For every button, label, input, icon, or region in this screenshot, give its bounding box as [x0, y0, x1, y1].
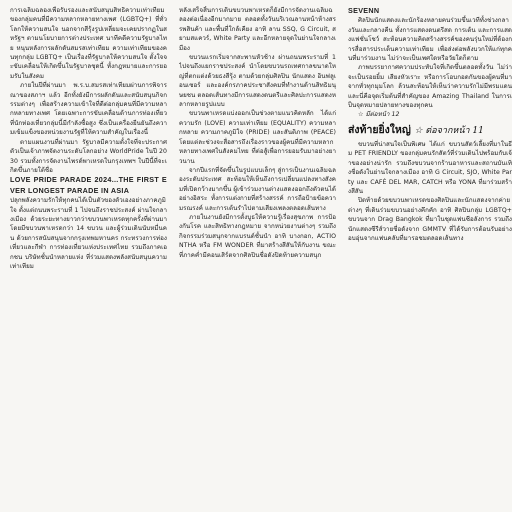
- article-lead-word: [348, 6, 512, 16]
- event-name-callout: [10, 175, 167, 196]
- article-paragraph: ภาพบรรยากาศความประทับใจที่เกิดขึ้นตลอดทั้งวัน ไม่ว่าจะเป็นรอยยิ้ม เสียงหัวเราะ หรือการโอบกอดกันของผู้คนที่มาจากทั่วทุกมุมโลก ล้วนสะท้อนให้เห็นว่าความรักไม่มีพรมแดน และนี่คือจุดเริ่มต้นที่สำคัญของ Amazing Thailand ในการเป็นจุดหมายปลายทางของทุกคน: [348, 64, 512, 110]
- article-paragraph: ขบวนที่น่าสนใจเป็นพิเศษ ได้แก่ ขบวนสัตว์เลี้ยงที่มาในธีม PET FRIENDLY ของกลุ่มคนรักสัตว์ที่ร่วมเดินไปพร้อมกับเจ้าของอย่างน่ารัก รวมถึงขบวนจากร้านอาหารและสถานบันเทิงชื่อดังในย่านใจกลางเมือง อาทิ G Circuit, SJO, White Party และ CAFÉ DEL MAR, CATCH หรือ YONA ที่มาร่วมสร้างสีสัน: [348, 140, 512, 195]
- article-paragraph: ปลุกพลังความรักให้ทุกคนได้เป็นตัวของตัวเองอย่างภาคภูมิใจ ตั้งแต่ถนนพระรามที่ 1 ไปจนถึงราชประสงค์ ผ่านใจกลางเมือง ด้วยระยะทางยาวกว่าขบวนพาเหรดทุกครั้งที่ผ่านมา โดยมีขบวนพาเหรดกว่า 14 ขบวน และผู้ร่วมเดินนับหมื่นคน ด้วยการสนับสนุนจากกรุงเทพมหานคร กระทรวงการท่องเที่ยวและกีฬา การท่องเที่ยวแห่งประเทศไทย รวมถึงภาคเอกชน บริษัทชั้นนำหลายแห่ง ที่ร่วมแสดงพลังสนับสนุนความเท่าเทียม: [10, 197, 167, 270]
- article-paragraph: ศิลปินนักแสดงและนักร้องหลายคนร่วมขึ้นเวทีทั้งช่วงกลางวันและกลางคืน ทั้งการแสดงดนตรีสด การเต้น และการแสดงแฟชั่นโชว์ สะท้อนความคิดสร้างสรรค์ของคนรุ่นใหม่ที่ต้องการสื่อสารประเด็นความเท่าเทียม เพื่อส่งต่อพลังบวกให้แก่ทุกคนที่มาร่วมงาน ไม่ว่าจะเป็นเพศใดหรือวัยใดก็ตาม: [348, 17, 512, 63]
- text-column-left: [10, 6, 167, 508]
- article-paragraph: หลังเสร็จสิ้นการเดินขบวนพาเหรดก็ยังมีการจัดงานเฉลิมฉลองต่อเนื่องอีกมากมาย ตลอดทั้งวันบริเวณลานหน้าห้างสรรพสินค้า และพื้นที่ใกล้เคียง อาทิ ลาน SSQ, G Circuit, สยามสแควร์, White Party และอีกหลายจุดในย่านใจกลางเมือง: [179, 7, 336, 52]
- text-column-right: [348, 6, 512, 508]
- article-paragraph: ปิดท้ายด้วยขบวนพาเหรดของศิลปินและนักแสดงจากค่ายต่างๆ ที่เดินร่วมขบวนอย่างคึกคัก อาทิ ศิลปินกลุ่ม LGBTQ+ ขบวนจาก Drag Bangkok ที่มาในชุดแฟนซีอลังการ รวมถึงนักแสดงซีรีส์วายชื่อดังจาก GMMTV ที่ได้รับการต้อนรับอย่างอบอุ่นจากแฟนคลับที่มารอชมตลอดเส้นทาง: [348, 197, 512, 242]
- lead-word-text: SEVENN: [348, 6, 380, 15]
- article-paragraph: ขบวนพาเหรดแบ่งออกเป็นช่วงตามแนวคิดหลัก ได้แก่ ความรัก (LOVE) ความเท่าเทียม (EQUALITY) ความหลากหลาย ความภาคภูมิใจ (PRIDE) และสันติภาพ (PEACE) โดยแต่ละช่วงจะสื่อสารถึงเรื่องราวของผู้คนที่มีความหลากหลายทางเพศในสังคมไทย ที่ต่อสู้เพื่อการยอมรับมาอย่างยาวนาน: [179, 110, 336, 165]
- continued-from-note: ☆ ต่อจากหน้า 11: [414, 125, 484, 136]
- section-heading: [348, 124, 512, 138]
- text-column-middle: [179, 6, 336, 508]
- article-paragraph: ขบวนแรกเริ่มจากสะพานหัวช้าง ผ่านถนนพระรามที่ 1 ไปจนถึงแยกราชประสงค์ นำโดยขบวนรถเทศกาลขนาดใหญ่ที่ตกแต่งด้วยธงสีรุ้ง ตามด้วยกลุ่มศิลปิน นักแสดง อินฟลูเอนเซอร์ และองค์กรภาคประชาสังคมที่ทำงานด้านสิทธิมนุษยชน ตลอดเส้นทางมีการแสดงดนตรีและศิลปะการแสดงหลากหลายรูปแบบ: [179, 54, 336, 109]
- continued-note: ☆ มีต่อหน้า 12: [358, 111, 400, 119]
- article-paragraph: ตามแผนงานที่ผ่านมา รัฐบาลมีความตั้งใจที่จะประกาศตัวเป็นเจ้าภาพจัดงานระดับโลกอย่าง WorldPride ในปี 2030 รวมทั้งการจัดงานไพรด์พาเหรดในกรุงเทพฯ ในปีนี้ที่จะเกิดขึ้นภายใต้ชื่อ: [10, 138, 167, 174]
- article-paragraph: ภายในงานยังมีการตั้งบูธให้ความรู้เรื่องสุขภาพ การป้องกันโรค และสิทธิทางกฎหมาย จากหน่วยงานต่างๆ รวมถึงกิจกรรมร่วมสนุกจากแบรนด์ชั้นนำ อาทิ บางกอก, ACTIONTHA หรือ FM WONDER ที่มาสร้างสีสันให้กับงาน ขณะที่ภาคค่ำมีคอนเสิร์ตจากศิลปินชื่อดังปิดท้ายความสนุก: [179, 213, 336, 259]
- article-paragraph: การเฉลิมฉลองเพื่อรับรองและสนับสนุนสิทธิความเท่าเทียมของกลุ่มคนที่มีความหลากหลายทางเพศ (LGBTQ+) ที่ทั่วโลกให้ความสนใจ นอกจากสีรุ้งรูปเหลี่ยมจะเคยปรากฏในสหรัฐฯ ตามนโยบายการต่างประเทศ นาทีคดีความรัฐบาลไทย หนุนหลังการผลักดันสมรสเท่าเทียม ความเท่าเทียมของคนทุกกลุ่ม LGBTQ+ เป็นเรื่องที่รัฐบาลให้ความสนใจ ตั้งใจจะขับเคลื่อนให้เกิดขึ้นในรัฐบาลชุดนี้ ทั้งกฎหมายและการยอมรับในสังคม: [10, 7, 167, 80]
- article-paragraph: จากปีแรกที่จัดขึ้นในรูปแบบเล็กๆ สู่การเป็นงานเฉลิมฉลองระดับประเทศ สะท้อนให้เห็นถึงการเปลี่ยนแปลงทางสังคมที่เปิดกว้างมากขึ้น ผู้เข้าร่วมงานต่างแสดงออกถึงตัวตนได้อย่างอิสระ ทั้งการแต่งกายที่สร้างสรรค์ การถือป้ายข้อความรณรงค์ และการเต้นรำไปตามเสียงเพลงตลอดเส้นทาง: [179, 166, 336, 212]
- event-name-text: LOVE PRIDE PARADE 2024...THE FIRST EVER LONGEST PARADE IN ASIA: [10, 175, 167, 195]
- article-paragraph: ภายในปีที่ผ่านมา พ.ร.บ.สมรสเท่าเทียมผ่านการพิจารณาของสภาฯ แล้ว อีกทั้งยังมีการผลักดันและสนับสนุนกิจกรรมต่างๆ เพื่อสร้างความเข้าใจที่ดีต่อกลุ่มคนที่มีความหลากหลายทางเพศ โดยเฉพาะการขับเคลื่อนด้านการท่องเที่ยว ที่นักท่องเที่ยวกลุ่มนี้มีกำลังซื้อสูง ซึ่งเป็นเครื่องยืนยันถึงความเข้มแข็งของหน่วยงานรัฐที่ให้ความสำคัญในเรื่องนี้: [10, 82, 167, 137]
- section-heading-text: ส่งท้ายยิ่งใหญ่: [348, 123, 411, 136]
